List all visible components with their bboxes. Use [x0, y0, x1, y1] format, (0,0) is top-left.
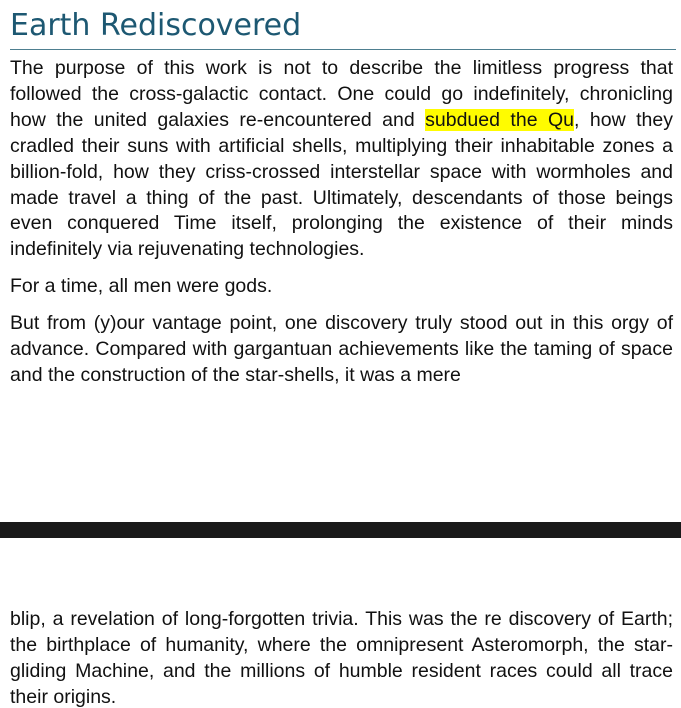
page-body-text — [10, 56, 673, 400]
page-separator — [0, 522, 681, 538]
paragraph-vantage-point[interactable]: But from (y)our vantage point, one discovery truly stood out in this orgy of advance. Compared with gargantuan achievements like the taming of space and the construction of the star-shells, it was a mere — [10, 312, 673, 386]
document-page-bottom — [0, 538, 681, 708]
paragraph-purpose-text-start: The purpose of this work is not to describe the limitless progress that followed the cross-galactic contact. One could go indefinitely, chronicling how the united galaxies re-encountered and — [10, 57, 673, 131]
title-underline-rule — [10, 49, 676, 50]
page-title: Earth Rediscovered — [10, 8, 302, 43]
paragraph-earth-rediscovery[interactable]: blip, a revelation of long-forgotten trivia. This was the re discovery of Earth; the birthplace of humanity, where the omnipresent Asteromorph, the star-gliding Machine, and the millions of humble resident races could all trace their origins. — [10, 608, 673, 708]
paragraph-purpose[interactable] — [10, 56, 673, 263]
page-body-text-continued — [10, 607, 673, 708]
paragraph-purpose-text-end: , how they cradled their suns with artificial shells, multiplying their inhabitable zones a billion-fold, how they criss-crossed interstellar space with wormholes and made travel a thing of the past. Ultimately, descendants of those beings even conquered Time itself, prolonging the existence of their minds indefinitely via rejuvenating technologies. — [10, 108, 673, 261]
paragraph-gods[interactable]: For a time, all men were gods. — [10, 275, 273, 298]
highlighted-text[interactable]: subdued the Qu — [425, 108, 575, 131]
